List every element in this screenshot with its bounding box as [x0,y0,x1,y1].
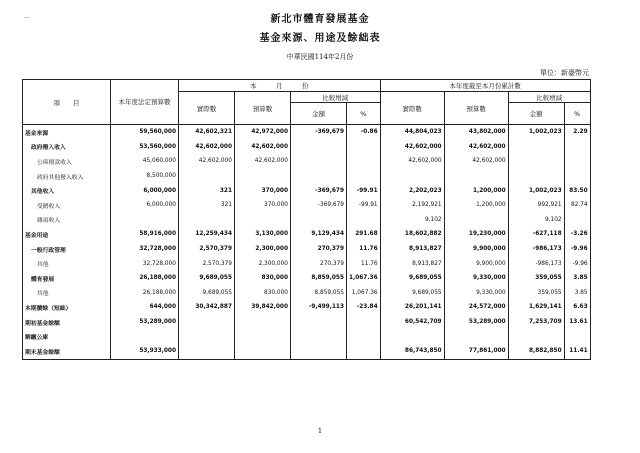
cell-m-budget [235,344,291,359]
row-label: 受贈收入 [23,198,111,213]
table-row [23,154,591,169]
cell-y-diff [508,140,564,155]
cell-budget: 53,933,000 [111,344,179,359]
row-label: 基金來源 [23,125,111,140]
cell-m-actual [179,213,235,228]
table-row [23,125,591,140]
cell-m-actual: 321 [179,198,235,213]
cell-m-diff: 270,379 [291,242,347,257]
cell-budget [111,213,179,228]
cell-y-budget: 9,900,000 [444,256,508,271]
cell-m-budget: 830,000 [235,271,291,286]
cell-y-actual: 8,913,827 [380,242,444,257]
row-label: 其他收入 [23,183,111,198]
cell-m-pct [347,169,381,184]
cell-y-pct: 3.85 [564,271,590,286]
cell-y-diff: -986,173 [508,242,564,257]
cell-y-actual: 9,689,055 [380,286,444,301]
col-item: 項 目 [23,80,111,125]
cell-budget: 26,188,000 [111,286,179,301]
cell-m-budget [235,315,291,330]
cell-m-pct: 291.68 [347,227,381,242]
cell-budget: 53,560,000 [111,140,179,155]
cell-y-diff: -627,118 [508,227,564,242]
cell-m-budget: 2,300,000 [235,242,291,257]
cell-m-pct: 11.76 [347,256,381,271]
table-row [23,183,591,198]
col-month-compare: 比較增減 [291,92,381,103]
cell-y-actual: 26,201,141 [380,300,444,315]
col-ytd-amount: 金額 [508,103,564,125]
cell-m-budget: 2,300,000 [235,256,291,271]
table-row [23,227,591,242]
currency-unit: 單位：新臺幣元 [540,69,589,77]
cell-y-pct: 11.41 [564,344,590,359]
cell-y-pct [564,169,590,184]
report-period: 中華民國114年2月份 [286,53,354,61]
cell-y-diff: 9,102 [508,213,564,228]
cell-y-budget: 77,861,000 [444,344,508,359]
col-ytd-compare: 比較增減 [508,92,590,103]
cell-m-actual: 9,689,055 [179,271,235,286]
row-label: 本期賸餘（短絀） [23,300,111,315]
cell-m-diff [291,169,347,184]
cell-y-diff: -986,173 [508,256,564,271]
cell-m-pct: 1,067.36 [347,286,381,301]
cell-budget: 53,289,000 [111,315,179,330]
cell-y-pct: -9.96 [564,256,590,271]
col-ytd-budget: 預算數 [444,92,508,125]
cell-y-budget: 1,200,000 [444,183,508,198]
cell-y-actual [380,329,444,344]
cell-y-budget: 9,900,000 [444,242,508,257]
cell-y-actual: 2,192,921 [380,198,444,213]
cell-budget: 26,188,000 [111,271,179,286]
page-number: 1 [317,427,323,435]
row-label: 雜項收入 [23,213,111,228]
cell-budget: 6,000,000 [111,198,179,213]
cell-m-budget: 42,602,000 [235,140,291,155]
cell-m-actual: 9,689,055 [179,286,235,301]
cell-y-actual: 18,602,882 [380,227,444,242]
cell-m-actual [179,329,235,344]
scan-mark: — [24,14,30,21]
cell-y-budget: 53,289,000 [444,315,508,330]
table-row [23,140,591,155]
cell-m-budget: 830,000 [235,286,291,301]
cell-y-budget: 24,572,000 [444,300,508,315]
col-ytd-percent: % [564,103,590,125]
cell-m-actual [179,315,235,330]
table-row [23,344,591,359]
cell-y-diff: 992,921 [508,198,564,213]
cell-budget: 59,560,000 [111,125,179,140]
row-label: 期初基金餘額 [23,315,111,330]
cell-y-budget: 19,230,000 [444,227,508,242]
cell-m-actual [179,169,235,184]
cell-m-actual: 30,342,887 [179,300,235,315]
cell-y-actual: 9,689,055 [380,271,444,286]
col-month-actual: 實際數 [179,92,235,125]
cell-m-budget [235,329,291,344]
col-this-month: 本 月 份 [179,80,381,92]
cell-y-diff: 1,629,141 [508,300,564,315]
cell-m-pct: -23.84 [347,300,381,315]
cell-m-pct: -99.91 [347,183,381,198]
row-label: 體育發展 [23,271,111,286]
row-label: 政府其他撥入收入 [23,169,111,184]
table-row [23,169,591,184]
cell-y-actual: 2,202,023 [380,183,444,198]
cell-m-actual: 42,602,000 [179,140,235,155]
cell-y-actual [380,169,444,184]
cell-y-diff [508,329,564,344]
cell-m-budget: 42,972,000 [235,125,291,140]
cell-y-pct: 13.61 [564,315,590,330]
cell-y-pct [564,213,590,228]
row-label: 一般行政管理 [23,242,111,257]
cell-y-budget [444,213,508,228]
cell-y-budget: 9,330,000 [444,271,508,286]
cell-m-diff [291,344,347,359]
cell-m-budget: 39,842,000 [235,300,291,315]
col-month-amount: 金額 [291,103,347,125]
row-label: 其他 [23,256,111,271]
cell-m-pct: -0.86 [347,125,381,140]
cell-m-budget: 370,000 [235,198,291,213]
cell-m-diff: -369,679 [291,183,347,198]
cell-budget: 8,500,000 [111,169,179,184]
cell-y-diff [508,154,564,169]
cell-m-budget [235,169,291,184]
cell-y-actual: 86,743,850 [380,344,444,359]
cell-y-pct [564,329,590,344]
cell-m-diff: -369,679 [291,125,347,140]
cell-m-pct [347,213,381,228]
cell-m-diff [291,315,347,330]
cell-m-diff [291,154,347,169]
col-month-budget: 預算數 [235,92,291,125]
cell-m-diff [291,329,347,344]
cell-budget: 45,060,000 [111,154,179,169]
cell-budget: 644,000 [111,300,179,315]
table-row [23,329,591,344]
cell-m-pct: 11.76 [347,242,381,257]
cell-m-budget: 3,130,000 [235,227,291,242]
cell-m-actual: 321 [179,183,235,198]
cell-m-pct [347,140,381,155]
cell-y-diff: 359,055 [508,286,564,301]
row-label: 其他 [23,286,111,301]
table-row [23,213,591,228]
col-year-to-date: 本年度截至本月份累計數 [380,80,590,92]
cell-m-diff: -9,499,113 [291,300,347,315]
fund-statement-table [22,79,591,360]
cell-m-actual [179,344,235,359]
cell-y-actual: 44,804,023 [380,125,444,140]
cell-m-diff: 8,859,055 [291,286,347,301]
table-row [23,271,591,286]
cell-y-pct [564,140,590,155]
table-row [23,300,591,315]
cell-y-diff: 1,002,023 [508,125,564,140]
cell-m-pct: -99.91 [347,198,381,213]
cell-y-actual: 8,913,827 [380,256,444,271]
cell-y-pct: 83.50 [564,183,590,198]
document-subtitle: 基金來源、用途及餘絀表 [259,33,381,44]
table-row [23,256,591,271]
cell-y-actual: 60,542,709 [380,315,444,330]
cell-y-budget: 43,802,000 [444,125,508,140]
cell-y-budget [444,329,508,344]
cell-y-diff: 7,253,709 [508,315,564,330]
cell-m-pct [347,315,381,330]
table-row [23,198,591,213]
cell-y-budget [444,169,508,184]
cell-y-pct [564,154,590,169]
table-row [23,315,591,330]
cell-m-pct [347,154,381,169]
cell-m-diff [291,140,347,155]
cell-y-diff: 8,882,850 [508,344,564,359]
cell-budget: 58,916,000 [111,227,179,242]
cell-m-actual: 2,570,379 [179,242,235,257]
row-label: 公庫撥款收入 [23,154,111,169]
cell-y-budget: 1,200,000 [444,198,508,213]
cell-y-pct: 82.74 [564,198,590,213]
cell-m-diff: 8,859,055 [291,271,347,286]
cell-m-pct [347,344,381,359]
cell-budget: 32,728,000 [111,256,179,271]
cell-y-budget: 42,602,000 [444,140,508,155]
cell-m-actual: 12,259,434 [179,227,235,242]
cell-y-pct: -3.26 [564,227,590,242]
col-legal-budget: 本年度法定預算數 [111,80,179,125]
cell-y-actual: 9,102 [380,213,444,228]
cell-m-budget: 42,602,000 [235,154,291,169]
document-title: 新北市體育發展基金 [270,14,370,25]
cell-m-pct: 1,067.36 [347,271,381,286]
row-label: 解繳公庫 [23,329,111,344]
cell-y-pct: -9.96 [564,242,590,257]
cell-m-budget: 370,000 [235,183,291,198]
cell-y-budget: 9,330,000 [444,286,508,301]
table-row [23,242,591,257]
cell-budget: 6,000,000 [111,183,179,198]
table-row [23,286,591,301]
cell-m-diff: 9,129,434 [291,227,347,242]
col-month-percent: % [347,103,381,125]
col-ytd-actual: 實際數 [380,92,444,125]
cell-m-actual: 42,602,000 [179,154,235,169]
cell-m-diff: -369,679 [291,198,347,213]
cell-m-diff: 270,379 [291,256,347,271]
row-label: 政府撥入收入 [23,140,111,155]
cell-y-pct: 3.85 [564,286,590,301]
cell-m-budget [235,213,291,228]
cell-m-actual: 2,570,379 [179,256,235,271]
cell-y-diff: 1,002,023 [508,183,564,198]
row-label: 期末基金餘額 [23,344,111,359]
cell-y-actual: 42,602,000 [380,154,444,169]
cell-m-diff [291,213,347,228]
row-label: 基金用途 [23,227,111,242]
cell-y-pct: 2.29 [564,125,590,140]
cell-y-diff [508,169,564,184]
cell-m-actual: 42,602,321 [179,125,235,140]
cell-budget [111,329,179,344]
cell-y-pct: 6.63 [564,300,590,315]
cell-y-actual: 42,602,000 [380,140,444,155]
cell-budget: 32,728,000 [111,242,179,257]
cell-y-diff: 359,055 [508,271,564,286]
cell-m-pct [347,329,381,344]
cell-y-budget: 42,602,000 [444,154,508,169]
